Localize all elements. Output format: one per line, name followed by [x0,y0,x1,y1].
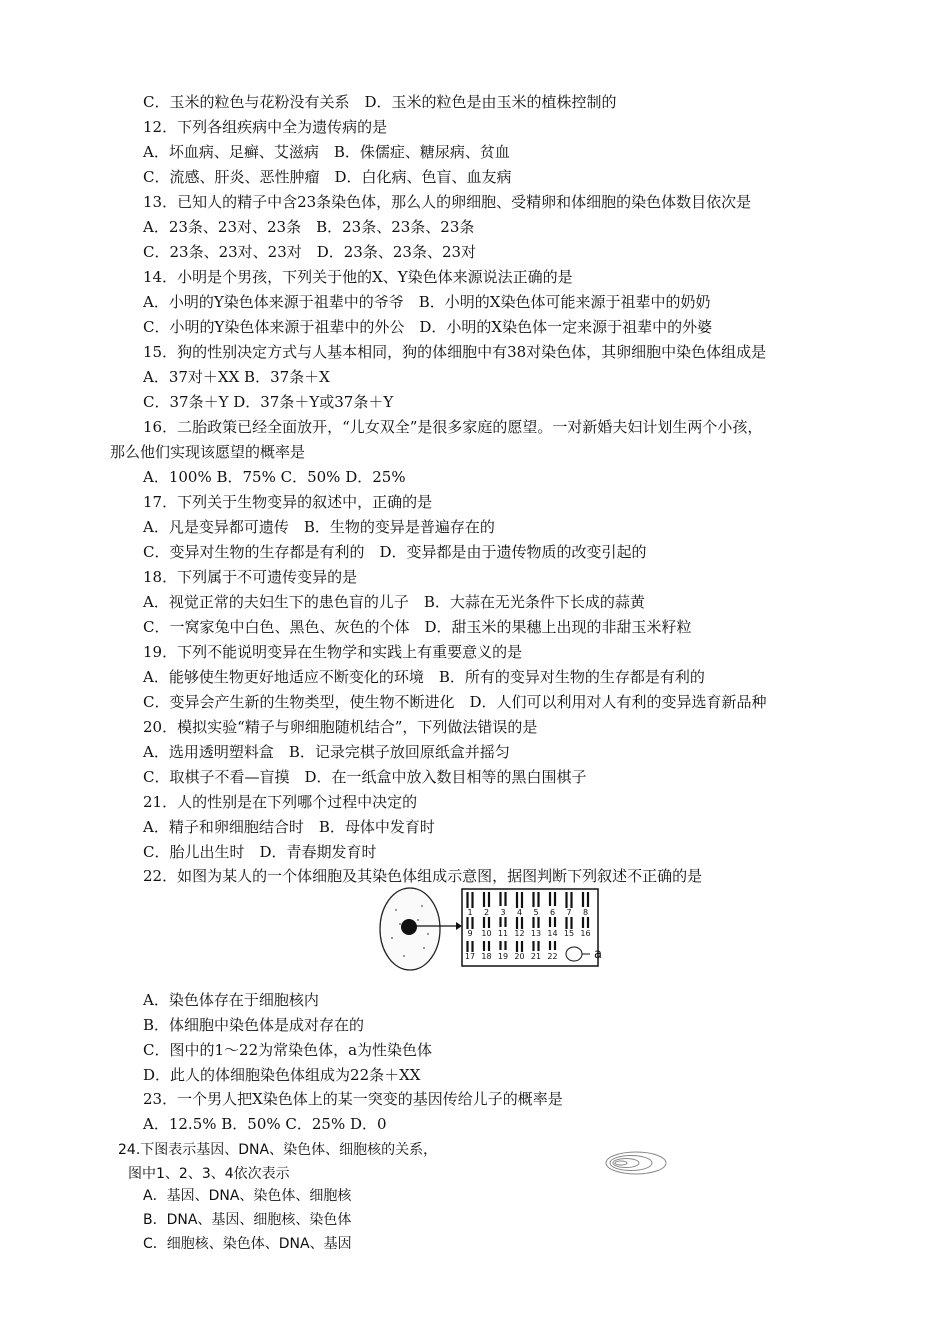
q24-option-c: C．细胞核、染色体、DNA、基因 [143,1236,352,1252]
chromosome-label-9: 9 [467,929,473,938]
q15-stem: 15．狗的性别决定方式与人基本相同，狗的体细胞中有38对染色体，其卵细胞中染色体组成是 [143,343,767,361]
q18-stem: 18．下列属于不可遗传变异的是 [143,568,358,586]
q23-stem: 23．一个男人把X染色体上的某一突变的基因传给儿子的概率是 [143,1090,563,1108]
q17-stem: 17．下列关于生物变异的叙述中，正确的是 [143,493,433,511]
q23-options: A．12.5% B．50% C．25% D．0 [143,1115,387,1133]
q22-option-a: A．染色体存在于细胞核内 [143,991,319,1009]
q15-option-cd: C．37条＋Y D．37条＋Y或37条＋Y [143,393,394,411]
nested-ovals-figure [604,1150,668,1176]
q24-stem: 24.下图表示基因、DNA、染色体、细胞核的关系， [118,1142,438,1158]
q22-option-c: C．图中的1～22为常染色体，a为性染色体 [143,1041,433,1059]
q12-option-cd: C．流感、肝炎、恶性肿瘤 D．白化病、色盲、血友病 [143,168,512,186]
q19-option-cd: C．变异会产生新的生物类型，使生物不断进化 D．人们可以利用对人有利的变异选育新品种 [143,693,767,711]
q16-stem-cont: 那么他们实现该愿望的概率是 [110,443,306,461]
q18-option-cd: C．一窝家兔中白色、黑色、灰色的个体 D．甜玉米的果穗上出现的非甜玉米籽粒 [143,618,692,636]
q17-option-cd: C．变异对生物的生存都是有利的 D．变异都是由于遗传物质的改变引起的 [143,543,647,561]
nucleus [401,919,417,935]
q14-option-ab: A．小明的Y染色体来源于祖辈中的爷爷 B．小明的X染色体可能来源于祖辈中的奶奶 [143,293,711,311]
q16-stem: 16．二胎政策已经全面放开，“儿女双全”是很多家庭的愿望。一对新婚夫妇计划生两个小孩， [143,418,763,436]
label-a: a [594,947,602,962]
chromosome-label-1: 1 [467,908,473,917]
q24-stem-cont: 图中1、2、3、4依次表示 [128,1166,290,1182]
chromosome-label-15: 15 [563,929,575,938]
q17-option-ab: A．凡是变异都可遗传 B．生物的变异是普遍存在的 [143,518,495,536]
q20-option-ab: A．选用透明塑料盒 B．记录完棋子放回原纸盒并摇匀 [143,743,510,761]
q22-option-d: D．此人的体细胞染色体组成为22条＋XX [143,1066,421,1084]
q22-option-b: B．体细胞中染色体是成对存在的 [143,1016,365,1034]
q12-stem: 12．下列各组疾病中全为遗传病的是 [143,118,388,136]
q12-option-ab: A．坏血病、足癣、艾滋病 B．侏儒症、糖尿病、贫血 [143,143,510,161]
q11-option-cd: C．玉米的粒色与花粉没有关系 D．玉米的粒色是由玉米的植株控制的 [143,93,617,111]
chromosome-label-5: 5 [533,908,539,917]
chromosome-label-18: 18 [481,952,492,961]
chromosome-label-16: 16 [580,929,591,938]
q19-stem: 19．下列不能说明变异在生物学和实践上有重要意义的是 [143,643,523,661]
q16-options: A．100% B．75% C．50% D．25% [143,468,406,486]
chromosome-label-22: 22 [547,952,558,961]
chromosome-label-19: 19 [497,952,509,961]
chromosome-label-6: 6 [549,908,556,917]
chromosome-label-3: 3 [500,908,506,917]
q20-option-cd: C．取棋子不看—盲摸 D．在一纸盒中放入数目相等的黑白围棋子 [143,768,587,786]
chromosome-label-13: 13 [530,929,542,938]
chromosome-label-7: 7 [566,908,572,917]
chromosome-label-17: 17 [464,952,476,961]
chromosome-label-12: 12 [514,929,525,938]
cell-karyotype-figure [378,886,618,974]
chromosome-label-20: 20 [514,952,525,961]
q21-option-ab: A．精子和卵细胞结合时 B．母体中发育时 [143,818,435,836]
q22-stem: 22．如图为某人的一个体细胞及其染色体组成示意图，据图判断下列叙述不正确的是 [143,867,703,885]
q14-stem: 14．小明是个男孩，下列关于他的X、Y染色体来源说法正确的是 [143,268,573,286]
q13-stem: 13．已知人的精子中含23条染色体，那么人的卵细胞、受精卵和体细胞的染色体数目依次是 [143,193,752,211]
q13-option-ab: A．23条、23对、23条 B．23条、23条、23条 [143,218,475,236]
chromosome-label-10: 10 [481,929,492,938]
chromosome-label-2: 2 [483,908,490,917]
chromosome-label-8: 8 [582,908,589,917]
chromosome-label-14: 14 [547,929,558,938]
q13-option-cd: C．23条、23对、23对 D．23条、23条、23对 [143,243,477,261]
q24-option-b: B．DNA、基因、细胞核、染色体 [143,1212,352,1228]
q18-option-ab: A．视觉正常的夫妇生下的患色盲的儿子 B．大蒜在无光条件下长成的蒜黄 [143,593,645,611]
q14-option-cd: C．小明的Y染色体来源于祖辈中的外公 D．小明的X染色体一定来源于祖辈中的外婆 [143,318,713,336]
q21-option-cd: C．胎儿出生时 D．青春期发育时 [143,843,377,861]
chromosome-label-11: 11 [497,929,509,938]
q19-option-ab: A．能够使生物更好地适应不断变化的环境 B．所有的变异对生物的生存都是有利的 [143,668,705,686]
chromosome-label-21: 21 [530,952,542,961]
q20-stem: 20．模拟实验“精子与卵细胞随机结合”，下列做法错误的是 [143,718,538,736]
chromosome-label-4: 4 [516,908,523,917]
q15-option-ab: A．37对＋XX B．37条＋X [143,368,330,386]
q24-option-a: A．基因、DNA、染色体、细胞核 [143,1188,352,1204]
q21-stem: 21．人的性别是在下列哪个过程中决定的 [143,793,418,811]
